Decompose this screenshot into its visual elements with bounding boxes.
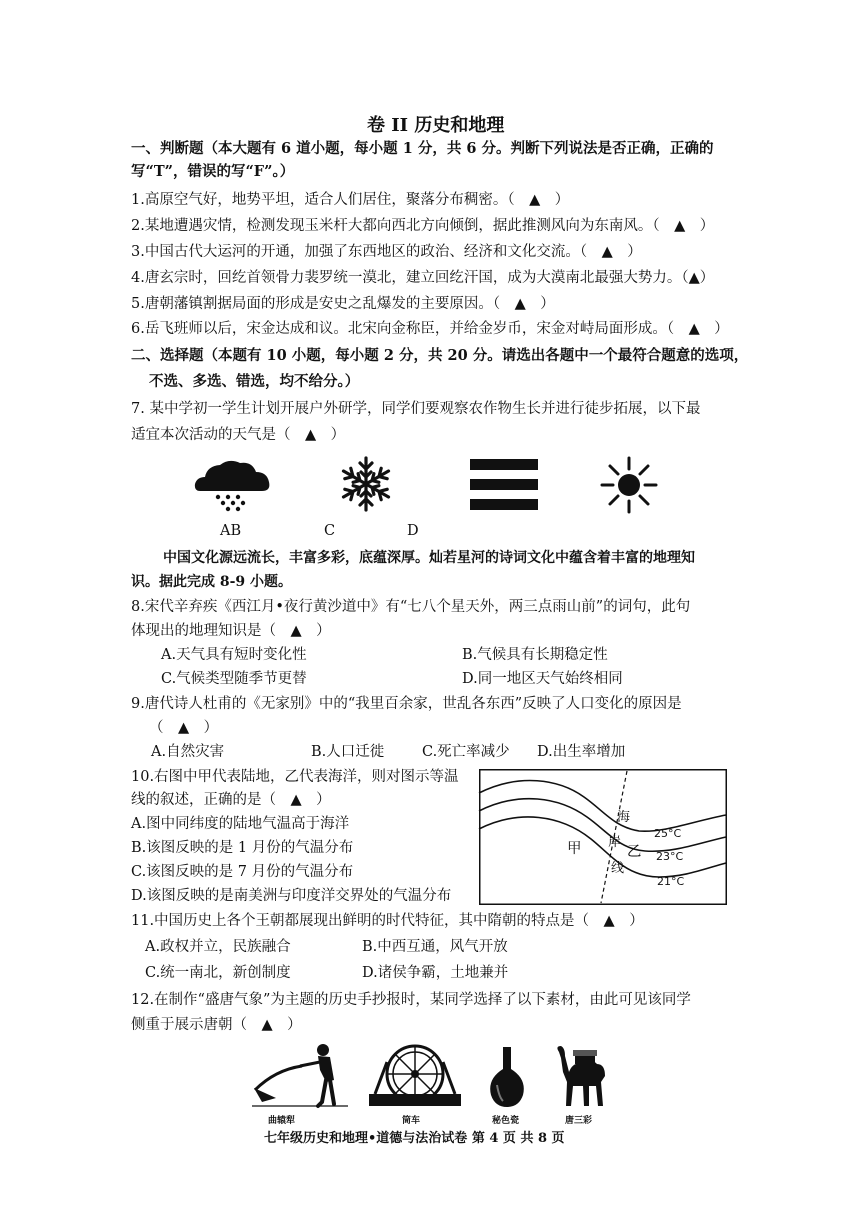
isotherm-label-25: 25°C — [654, 827, 682, 840]
vase-caption: 秘色瓷 — [492, 1116, 520, 1126]
isotherm-figure — [479, 769, 727, 905]
question-10-option-a: A.图中同纬度的陆地气温高于海洋 — [131, 816, 350, 832]
isotherm-label-23: 23°C — [656, 850, 684, 863]
waterwheel-image — [365, 1042, 465, 1110]
question-10-option-c: C.该图反映的是 7 月份的气温分布 — [131, 864, 354, 880]
question-10: 10.右图中甲代表陆地，乙代表海洋，则对图示等温 — [131, 769, 459, 785]
question-10-option-b: B.该图反映的是 1 月份的气温分布 — [131, 840, 354, 856]
sea-label: 乙 — [627, 844, 642, 860]
passage-intro: 中国文化源远流长，丰富多彩，底蕴深厚。灿若星河的诗词文化中蕴含着丰富的地理知 — [163, 550, 695, 566]
plough-caption: 曲辕犁 — [268, 1116, 296, 1126]
section1-heading-cont: 写“T”，错误的写“F”。） — [131, 163, 295, 180]
question-12-cont: 侧重于展示唐朝（ ▲ ） — [131, 1017, 302, 1033]
question-5: 5.唐朝藩镇割据局面的形成是安史之乱爆发的主要原因。（ ▲ ） — [131, 296, 555, 312]
section2-heading-cont: 不选、多选、错选，均不给分。） — [149, 373, 360, 390]
question-4: 4.唐玄宗时，回纥首领骨力裴罗统一漠北，建立回纥汗国，成为大漠南北最强大势力。（▲） — [131, 270, 715, 286]
question-11-option-b: B.中西互通，风气开放 — [362, 939, 508, 955]
question-9-option-d: D.出生率增加 — [537, 744, 626, 760]
fog-icon — [470, 459, 538, 511]
page-title: 卷 II 历史和地理 — [367, 115, 505, 136]
question-7-cont: 适宜本次活动的天气是（ ▲ ） — [131, 427, 346, 443]
question-8-option-d: D.同一地区天气始终相同 — [462, 671, 623, 687]
question-3: 3.中国古代大运河的开通，加强了东西地区的政治、经济和文化交流。（ ▲ ） — [131, 244, 642, 260]
sun-icon — [599, 455, 659, 515]
question-8-option-a: A.天气具有短时变化性 — [161, 647, 307, 663]
question-9-option-b: B.人口迁徙 — [311, 744, 385, 760]
option-label-ab: AB — [220, 523, 242, 539]
page-footer: 七年级历史和地理•道德与法治试卷 第 4 页 共 8 页 — [264, 1131, 565, 1146]
tri-colored-camel-image — [551, 1042, 613, 1110]
snowflake-icon — [337, 455, 395, 513]
question-9-option-c: C.死亡率减少 — [422, 744, 510, 760]
coastline-char-3: 线 — [611, 861, 625, 876]
camel-caption: 唐三彩 — [565, 1116, 593, 1126]
rain-cloud-icon — [192, 455, 274, 513]
question-9-cont: （ ▲ ） — [149, 720, 219, 736]
question-12: 12.在制作“盛唐气象”为主题的历史手抄报时，某同学选择了以下素材，由此可见该同学 — [131, 992, 691, 1008]
question-11-option-c: C.统一南北，新创制度 — [145, 965, 291, 981]
passage-intro-cont: 识。据此完成 8-9 小题。 — [131, 574, 293, 590]
question-9: 9.唐代诗人杜甫的《无家别》中的“我里百余家，世乱各东西”反映了人口变化的原因是 — [131, 696, 682, 712]
question-8-option-b: B.气候具有长期稳定性 — [462, 647, 608, 663]
question-9-option-a: A.自然灾害 — [151, 744, 225, 760]
section2-heading: 二、选择题（本题有 10 小题，每小题 2 分，共 20 分。请选出各题中一个最符合题意的选项， — [131, 347, 749, 364]
section1-heading: 一、判断题（本大题有 6 道小题，每小题 1 分，共 6 分。判断下列说法是否正确，正确的 — [131, 140, 714, 157]
question-8: 8.宋代辛弃疾《西江月•夜行黄沙道中》有“七八个星天外，两三点雨山前”的词句，此句 — [131, 599, 691, 615]
question-11-option-d: D.诸侯争霸，土地兼并 — [362, 965, 509, 981]
land-label: 甲 — [567, 841, 582, 857]
question-6: 6.岳飞班师以后，宋金达成和议。北宋向金称臣，并给金岁币，宋金对峙局面形成。（ ▲ ） — [131, 321, 729, 337]
question-11-option-a: A.政权并立，民族融合 — [145, 939, 291, 955]
curved-plough-image — [250, 1040, 350, 1110]
question-2: 2.某地遭遇灾情，检测发现玉米杆大都向西北方向倾倒，据此推测风向为东南风。（ ▲ ） — [131, 218, 715, 234]
question-1: 1.高原空气好，地势平坦，适合人们居住，聚落分布稠密。（ ▲ ） — [131, 192, 570, 208]
option-label-d: D — [407, 523, 419, 539]
coastline-char-1: 海 — [617, 810, 631, 825]
question-11: 11.中国历史上各个王朝都展现出鲜明的时代特征，其中隋朝的特点是（ ▲ ） — [131, 913, 644, 929]
question-8-cont: 体现出的地理知识是（ ▲ ） — [131, 623, 331, 639]
question-10-option-d: D.该图反映的是南美洲与印度洋交界处的气温分布 — [131, 888, 452, 904]
coastline-char-2: 岸 — [608, 835, 622, 850]
option-label-c: C — [324, 523, 336, 539]
isotherm-label-21: 21°C — [657, 875, 685, 888]
question-7: 7. 某中学初一学生计划开展户外研学，同学们要观察农作物生长并进行徒步拓展，以下最 — [131, 401, 701, 417]
celadon-vase-image — [485, 1045, 529, 1109]
question-8-option-c: C.气候类型随季节更替 — [161, 671, 307, 687]
waterwheel-caption: 筒车 — [402, 1116, 421, 1126]
question-10-cont: 线的叙述，正确的是（ ▲ ） — [131, 792, 331, 808]
